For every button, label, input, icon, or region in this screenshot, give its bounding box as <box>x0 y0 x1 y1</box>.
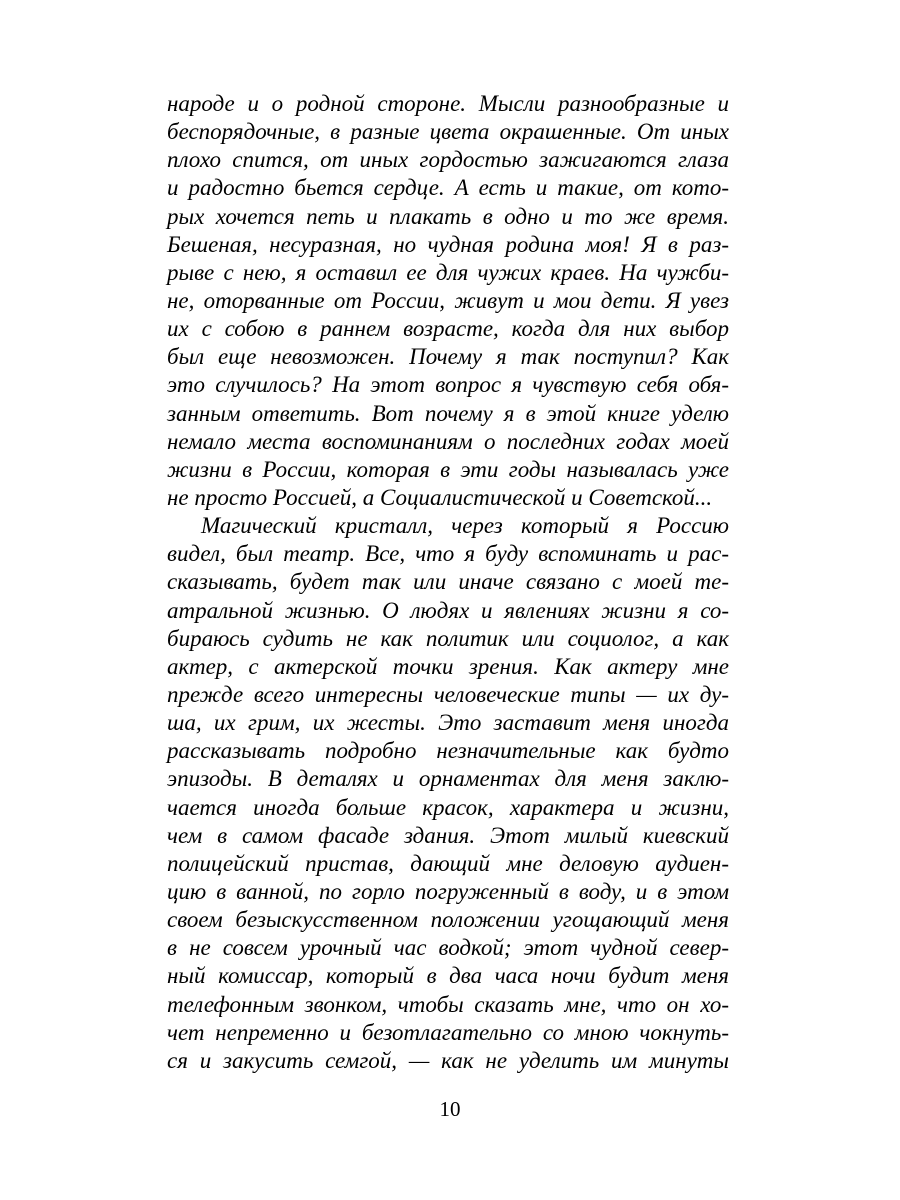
text-line: это случилось? На этот вопрос я чувствую себя обя- <box>167 372 729 398</box>
text-line: чается иногда больше красок, характера и жизни, <box>167 794 729 820</box>
text-line: телефонным звонком, чтобы сказать мне, что он хо- <box>167 991 729 1017</box>
text-line: плохо спится, от иных гордостью зажигаются глаза <box>167 147 729 173</box>
text-line: ша, их грим, их жесты. Это заставит меня иногда <box>167 710 729 736</box>
page-number: 10 <box>439 1097 461 1121</box>
text-line: чет непременно и безотлагательно со мною чокнуть- <box>167 1019 729 1045</box>
text-line: рассказывать подробно незначительные как будто <box>167 738 729 764</box>
text-line: полицейский пристав, дающий мне деловую аудиен- <box>167 850 729 876</box>
text-line: народе и о родной стороне. Мысли разнообразные и <box>167 91 729 116</box>
text-line: был еще невозможен. Почему я так поступил? Как <box>167 344 729 370</box>
text-line: сказывать, будет так или иначе связано с моей те- <box>167 569 729 595</box>
text-line: бираюсь судить не как политик или социолог, а как <box>167 625 729 651</box>
text-line: не, оторванные от России, живут и мои дети. Я увез <box>167 287 729 313</box>
text-line: чем в самом фасаде здания. Этот милый киевский <box>167 822 729 848</box>
text-line: атральной жизнью. О людях и явлениях жизни я со- <box>167 597 729 623</box>
text-line: Бешеная, несуразная, но чудная родина моя! Я в раз- <box>167 231 729 257</box>
text-line: эпизоды. В деталях и орнаментах для меня заклю- <box>167 766 729 792</box>
text-line: рыве с нею, я оставил ее для чужих краев. На чужби- <box>167 259 729 285</box>
text-line: цию в ванной, по горло погруженный в воду, и в этом <box>167 878 729 904</box>
text-line: их с собою в раннем возрасте, когда для них выбор <box>167 316 729 342</box>
text-line: рых хочется петь и плакать в одно и то же время. <box>167 203 729 229</box>
body-text <box>167 90 729 1075</box>
text-line: и радостно бьется сердце. А есть и такие, от кото- <box>167 175 729 201</box>
text-line: прежде всего интересны человеческие типы — их ду- <box>167 681 729 707</box>
paragraph-first-line: Магический кристалл, через который я Россию <box>201 513 729 539</box>
text-line: актер, с актерской точки зрения. Как актеру мне <box>167 653 729 679</box>
text-line: своем безыскусственном положении угощающий меня <box>167 907 729 933</box>
text-line: беспорядочные, в разные цвета окрашенные. От иных <box>167 119 729 145</box>
paragraph-end-line: не просто Россией, а Социалистической и Советской... <box>167 484 713 510</box>
text-line: в не совсем урочный час водкой; этот чудной север- <box>167 935 729 961</box>
text-line: немало места воспоминаниям о последних годах моей <box>167 428 729 454</box>
text-line: занным ответить. Вот почему я в этой книге уделю <box>167 400 729 426</box>
text-line: жизни в России, которая в эти годы называлась уже <box>167 456 729 482</box>
text-line: ся и закусить семгой, — как не уделить им минуты <box>167 1047 729 1073</box>
text-line: ный комиссар, который в два часа ночи будит меня <box>167 963 729 989</box>
text-line: видел, был театр. Все, что я буду вспоминать и рас- <box>167 541 729 567</box>
